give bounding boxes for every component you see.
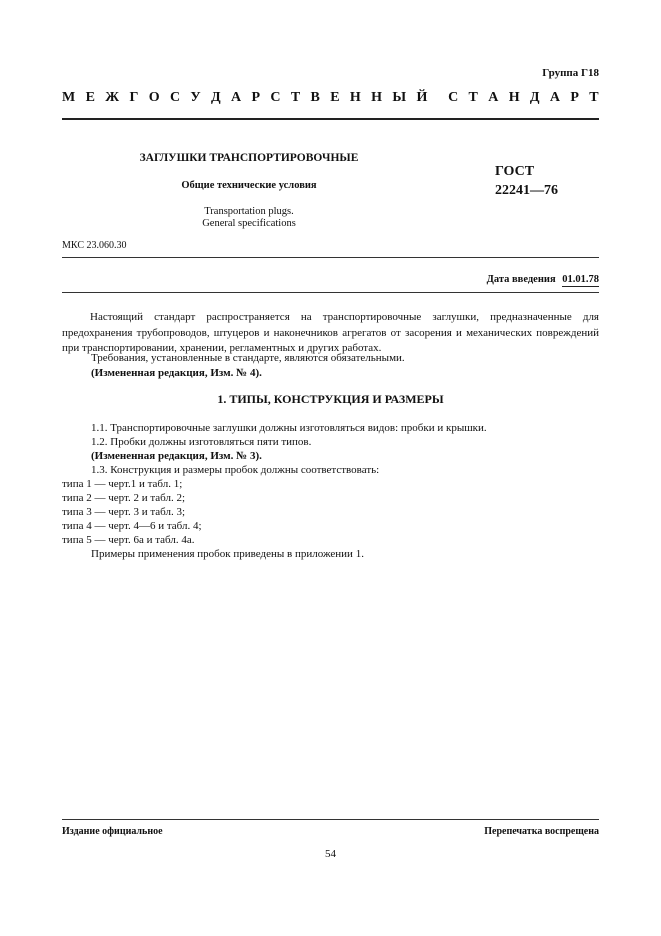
banner-letter: Н — [508, 90, 520, 105]
mks-rule — [62, 257, 599, 258]
english-subtitle: General specifications — [202, 218, 296, 229]
banner-letter: Т — [290, 90, 301, 105]
banner-letter: М — [62, 90, 76, 105]
banner-letter: У — [190, 90, 201, 105]
date-rule — [62, 292, 599, 293]
interstate-standard-banner — [62, 90, 599, 106]
banner-letter: А — [231, 90, 242, 105]
intro-revision-note: (Измененная редакция, Изм. № 4). — [91, 367, 262, 379]
clause-revision-note: (Измененная редакция, Изм. № 3). — [91, 450, 262, 462]
type-item: типа 2 — черт. 2 и табл. 2; — [62, 492, 186, 504]
banner-letter: Н — [349, 90, 361, 105]
banner-letter: Н — [371, 90, 383, 105]
banner-letter: Д — [529, 90, 540, 105]
footer-rule — [62, 819, 599, 820]
banner-letter: Й — [416, 90, 428, 105]
intro-date-value: 01.01.78 — [562, 274, 599, 285]
reprint-prohibited: Перепечатка воспрещена — [484, 826, 599, 837]
banner-letter: А — [488, 90, 499, 105]
banner-letter: Г — [129, 90, 139, 105]
official-edition: Издание официальное — [62, 826, 163, 837]
mks-code: МКС 23.060.30 — [62, 240, 127, 251]
page-number: 54 — [325, 848, 336, 860]
header-rule — [62, 118, 599, 120]
intro-date-label: Дата введения — [486, 274, 556, 285]
banner-letter: Т — [589, 90, 599, 105]
banner-letter: С — [169, 90, 181, 105]
intro-paragraph: Настоящий стандарт распространяется на транспортировочные заглушки, предназначенные для предохранения трубопроводов, штуцеров и наконечников агрегатов от засорения и механических повреждений при транспортировании, хранении, регламентных и других работах. — [62, 311, 599, 354]
banner-letter: С — [270, 90, 281, 105]
banner-letter: А — [549, 90, 561, 105]
gost-label: ГОСТ — [495, 164, 535, 179]
group-code: Группа Г18 — [542, 67, 599, 79]
type-item: типа 4 — черт. 4—6 и табл. 4; — [62, 520, 202, 532]
banner-letter: Т — [468, 90, 478, 105]
examples-text: Примеры применения пробок приведены в приложении 1. — [91, 548, 364, 560]
type-item: типа 5 — черт. 6а и табл. 4а. — [62, 534, 195, 546]
banner-letter: С — [448, 90, 459, 105]
requirement-text: Требования, установленные в стандарте, являются обязательными. — [91, 352, 405, 364]
clause-1-2: 1.2. Пробки должны изготовляться пяти типов. — [91, 436, 312, 448]
type-item: типа 3 — черт. 3 и табл. 3; — [62, 506, 186, 518]
section-heading: 1. ТИПЫ, КОНСТРУКЦИЯ И РАЗМЕРЫ — [217, 392, 444, 406]
document-subtitle: Общие технические условия — [181, 180, 317, 191]
banner-letter: Ж — [105, 90, 120, 105]
banner-letter: Е — [85, 90, 95, 105]
document-title: ЗАГЛУШКИ ТРАНСПОРТИРОВОЧНЫЕ — [139, 152, 359, 164]
banner-letter: Р — [570, 90, 579, 105]
clause-1-3: 1.3. Конструкция и размеры пробок должны соответствовать: — [91, 464, 380, 476]
banner-letter: Д — [211, 90, 221, 105]
banner-letter: О — [148, 90, 160, 105]
type-item: типа 1 — черт.1 и табл. 1; — [62, 478, 183, 490]
intro-date — [487, 274, 599, 287]
banner-letter: Ы — [392, 90, 407, 105]
clause-1-1: 1.1. Транспортировочные заглушки должны изготовляться видов: пробки и крышки. — [91, 422, 487, 434]
gost-number: 22241—76 — [495, 183, 558, 198]
banner-letter: Р — [251, 90, 261, 105]
banner-letter: В — [310, 90, 320, 105]
banner-letter: Е — [330, 90, 340, 105]
english-title: Transportation plugs. — [204, 206, 294, 217]
